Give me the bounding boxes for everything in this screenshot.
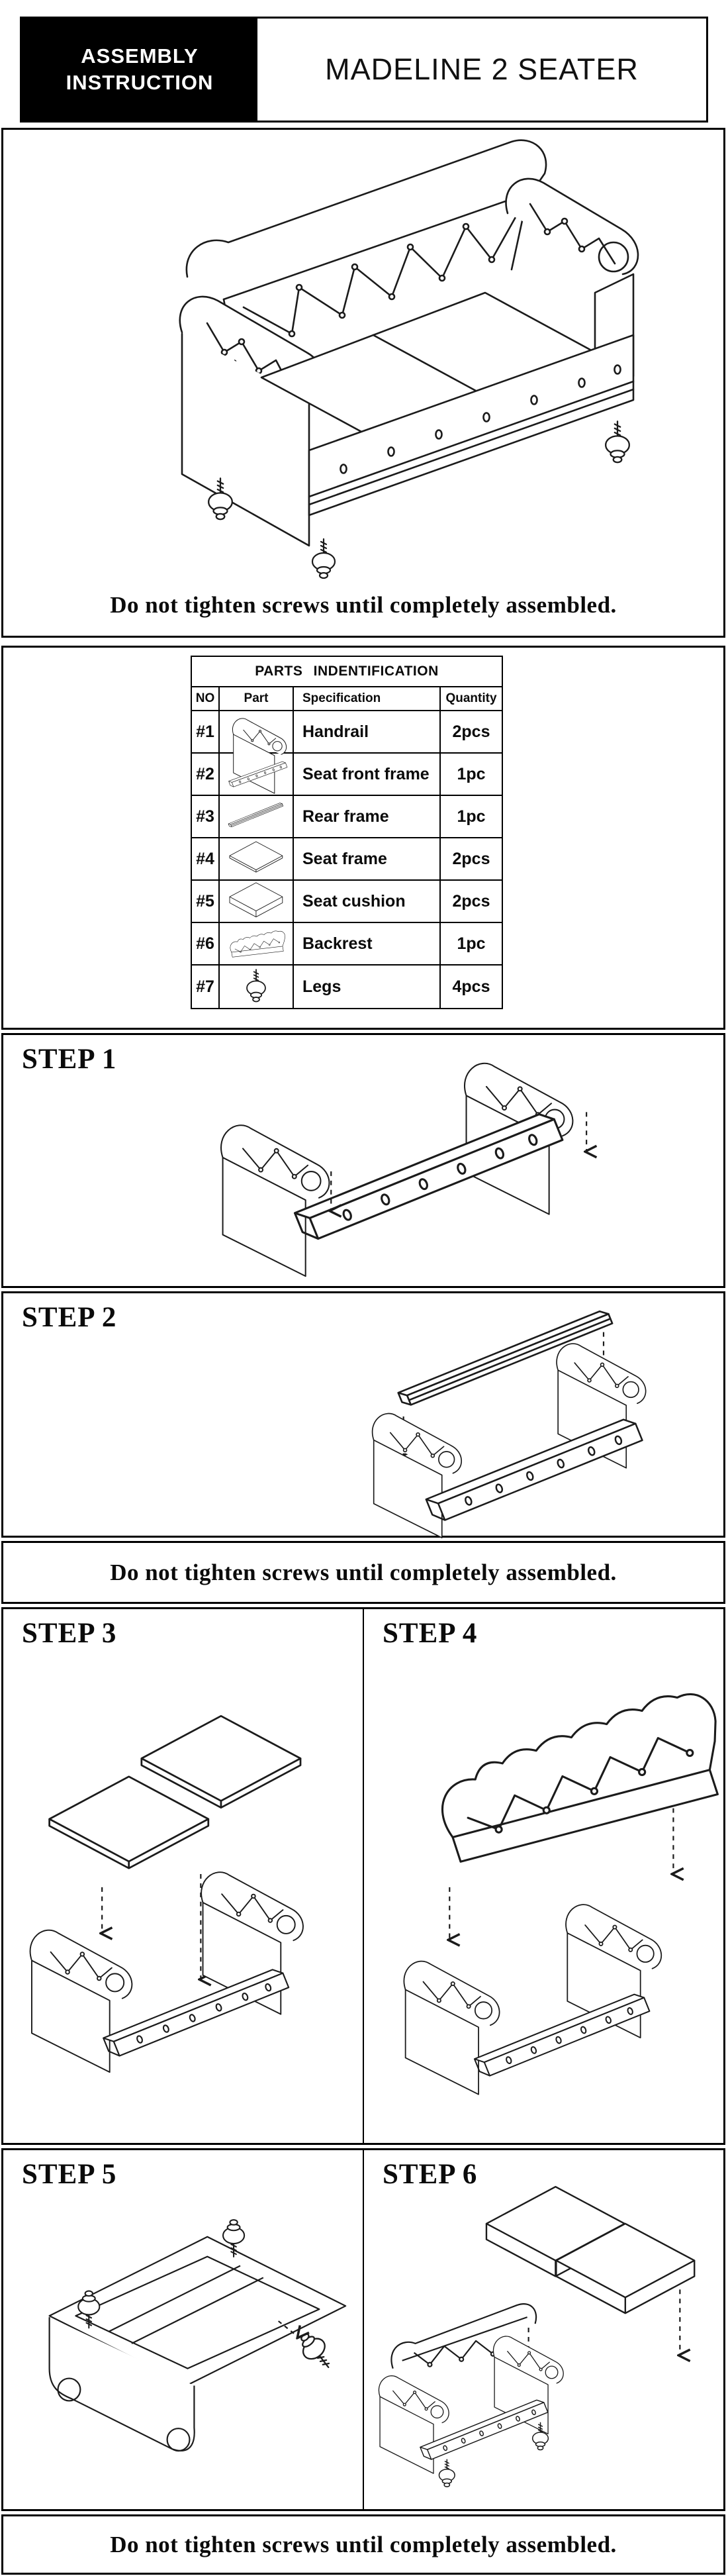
seat-cushion-icon: [224, 881, 288, 921]
part-icon-cell: [220, 838, 294, 881]
part-no: #6: [192, 923, 220, 966]
part-qty: 2pcs: [441, 838, 502, 881]
product-title: MADELINE 2 SEATER: [325, 52, 639, 86]
step-4-label: STEP 4: [383, 1618, 478, 1649]
part-icon-cell: [220, 923, 294, 966]
warning-text: Do not tighten screws until completely assembled.: [110, 1559, 617, 1585]
step-4-section: [363, 1609, 723, 2143]
part-qty: 2pcs: [441, 881, 502, 923]
parts-table-title: PARTS INDENTIFICATION: [192, 657, 502, 687]
badge-line-2: INSTRUCTION: [66, 71, 214, 94]
part-icon-cell: [220, 711, 294, 754]
rear-frame-icon: [224, 797, 288, 836]
part-spec: Backrest: [294, 923, 441, 966]
handrail-icon: [224, 711, 288, 752]
part-spec: Seat front frame: [294, 754, 441, 796]
parts-identification-section: [1, 646, 725, 1030]
part-qty: 1pc: [441, 796, 502, 838]
backrest-icon: [224, 924, 288, 964]
assembly-instruction-badge: [22, 19, 257, 121]
part-icon-cell: [220, 881, 294, 923]
step-5-illustration: [3, 2150, 363, 2509]
warning-text: Do not tighten screws until completely assembled.: [110, 2531, 617, 2557]
sofa-overview-section: [1, 128, 725, 638]
warning-text: Do not tighten screws until completely assembled.: [110, 592, 617, 618]
step-2-label: STEP 2: [22, 1302, 117, 1333]
step-1-section: [1, 1033, 725, 1288]
part-icon-cell: [220, 966, 294, 1008]
col-header-part: Part: [220, 687, 294, 711]
part-no: #2: [192, 754, 220, 796]
step-3-label: STEP 3: [22, 1618, 117, 1649]
step-6-label: STEP 6: [383, 2159, 478, 2190]
part-qty: 4pcs: [452, 977, 490, 996]
step-5-label: STEP 5: [22, 2159, 117, 2190]
part-no: #4: [192, 838, 220, 881]
part-spec: Seat frame: [294, 838, 441, 881]
part-icon-cell: [220, 754, 294, 796]
col-header-no: NO: [192, 687, 220, 711]
step-4-illustration: [364, 1609, 723, 2143]
col-header-spec: Specification: [294, 687, 441, 711]
part-spec: Legs: [294, 966, 441, 1008]
col-header-qty: Quantity: [441, 687, 502, 711]
step-5-section: [3, 2150, 363, 2509]
part-no: #1: [192, 711, 220, 754]
step-3-section: [3, 1609, 363, 2143]
part-icon-cell: [220, 796, 294, 838]
title-area: [257, 19, 706, 121]
part-qty: 1pc: [441, 754, 502, 796]
part-spec: Seat cushion: [294, 881, 441, 923]
part-no: #3: [192, 796, 220, 838]
seat-front-frame-icon: [224, 755, 288, 793]
sofa-illustration: [88, 134, 637, 581]
seat-frame-icon: [224, 840, 288, 878]
part-no: #5: [192, 881, 220, 923]
parts-table: [191, 656, 503, 1009]
part-qty: 2pcs: [441, 711, 502, 754]
part-qty: 1pc: [441, 923, 502, 966]
warning-strip: [1, 1541, 725, 1604]
step-6-section: [363, 2150, 723, 2509]
warning-strip: [1, 2514, 725, 2575]
step-6-illustration: [364, 2150, 723, 2509]
step-2-section: [1, 1291, 725, 1538]
part-spec: Rear frame: [294, 796, 441, 838]
badge-line-1: ASSEMBLY: [81, 44, 199, 68]
steps-5-6-row: [1, 2148, 725, 2511]
step-1-label: STEP 1: [22, 1044, 117, 1075]
part-no: #7: [192, 966, 220, 1008]
step-3-illustration: [3, 1609, 363, 2143]
steps-3-4-row: [1, 1607, 725, 2145]
part-spec: Handrail: [294, 711, 441, 754]
legs-icon: [224, 967, 288, 1007]
header: [20, 17, 708, 123]
